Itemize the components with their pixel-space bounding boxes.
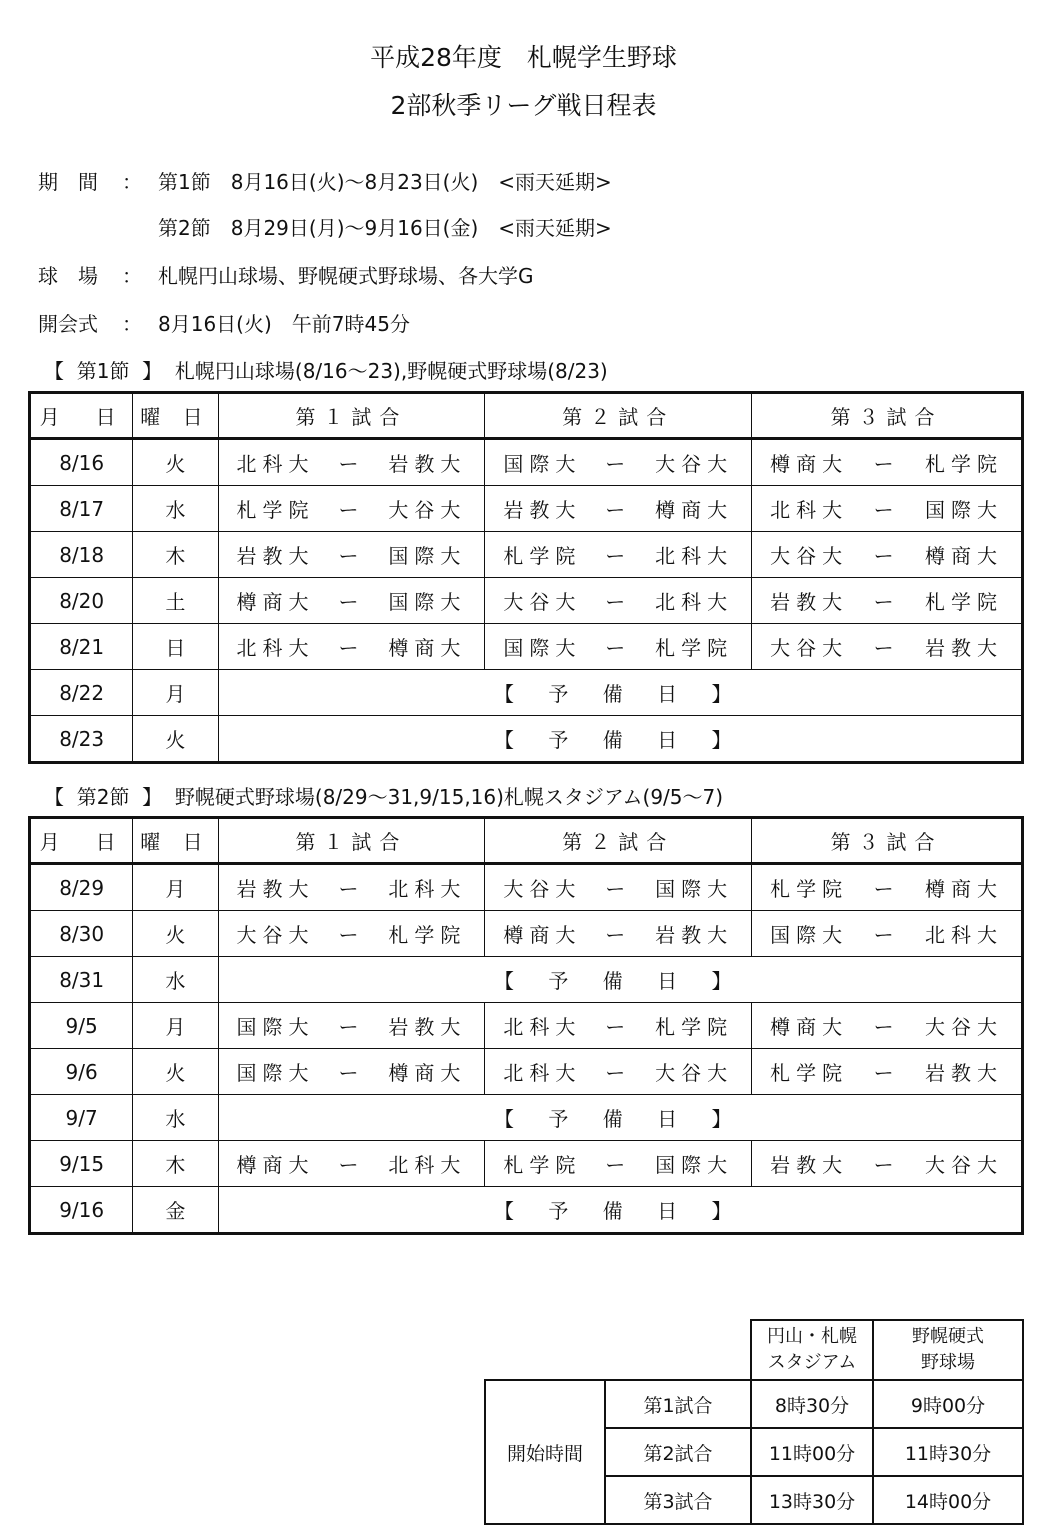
header-day: 曜 日 [133, 818, 218, 864]
team-away: 樽商大 [655, 498, 734, 522]
match-cell [752, 1049, 1023, 1095]
reserve-day-cell: 【 予 備 日 】 [218, 957, 1022, 1003]
table-row [30, 957, 1023, 1003]
matchup [752, 540, 1021, 569]
table-row [30, 578, 1023, 624]
section1-name: 第1節 [76, 359, 130, 383]
versus-dash: ー [873, 923, 900, 947]
matchup [752, 1011, 1021, 1040]
match-cell [218, 486, 485, 532]
day-cell: 火 [133, 439, 218, 486]
table-row [30, 1095, 1023, 1141]
header-game1: 第１試合 [218, 818, 485, 864]
header-date: 月 日 [30, 818, 133, 864]
match-cell [485, 624, 752, 670]
opening-row [38, 308, 410, 337]
match-cell [485, 911, 752, 957]
day-cell: 木 [133, 1141, 218, 1187]
date-cell: 9/6 [30, 1049, 133, 1095]
team-home: 岩教大 [503, 498, 582, 522]
matchup [485, 919, 751, 948]
colon: ： [122, 264, 142, 288]
period-value-1: 第1節 8月16日(火)～8月23日(火) <雨天延期> [158, 170, 612, 194]
match-cell [485, 532, 752, 578]
team-away: 大谷大 [655, 452, 734, 476]
header-game2: 第２試合 [485, 818, 752, 864]
matchup [219, 586, 485, 615]
team-away: 樽商大 [388, 1061, 467, 1085]
section2-name: 第2節 [76, 785, 130, 809]
match-cell [218, 624, 485, 670]
matchup [219, 540, 485, 569]
team-home: 樽商大 [236, 590, 315, 614]
match-cell [218, 911, 485, 957]
team-away: 岩教大 [924, 636, 1003, 660]
match-cell [218, 578, 485, 624]
times-col-maruyama: 円山・札幌 スタジアム [751, 1320, 873, 1380]
header-game1: 第１試合 [218, 393, 485, 439]
table-row [30, 864, 1023, 911]
versus-dash: ー [873, 1061, 900, 1085]
period-row-1 [38, 166, 612, 195]
table-row [30, 624, 1023, 670]
reserve-day-cell: 【 予 備 日 】 [218, 670, 1022, 716]
match-cell [752, 1141, 1023, 1187]
team-away: 岩教大 [655, 923, 734, 947]
section2-venues: 野幌硬式野球場(8/29～31,9/15,16)札幌スタジアム(9/5～7) [174, 785, 724, 809]
team-away: 北科大 [388, 1153, 467, 1177]
versus-dash: ー [338, 498, 365, 522]
team-home: 札学院 [770, 877, 849, 901]
versus-dash: ー [605, 1061, 632, 1085]
date-cell: 9/16 [30, 1187, 133, 1234]
matchup [485, 632, 751, 661]
day-cell: 日 [133, 624, 218, 670]
team-home: 北科大 [236, 636, 315, 660]
date-cell: 8/21 [30, 624, 133, 670]
bracket-close: 】 [142, 359, 163, 383]
team-home: 大谷大 [236, 923, 315, 947]
date-cell: 8/30 [30, 911, 133, 957]
date-cell: 8/23 [30, 716, 133, 763]
colon: ： [122, 170, 142, 194]
table-row [30, 716, 1023, 763]
table-row [30, 1003, 1023, 1049]
header-game3: 第３試合 [752, 393, 1023, 439]
match-cell [485, 1003, 752, 1049]
schedule-table-section2 [28, 816, 1024, 1235]
opening-value: 8月16日(火) 午前7時45分 [158, 312, 410, 336]
colon: ： [122, 312, 142, 336]
matchup [219, 1057, 485, 1086]
team-away: 国際大 [655, 1153, 734, 1177]
table-header-row [30, 393, 1023, 439]
team-home: 札学院 [236, 498, 315, 522]
versus-dash: ー [338, 1061, 365, 1085]
match-cell [218, 1003, 485, 1049]
versus-dash: ー [605, 452, 632, 476]
matchup [752, 632, 1021, 661]
section2-heading [44, 781, 723, 810]
page-subtitle: 2部秋季リーグ戦日程表 [390, 91, 657, 120]
team-home: 国際大 [770, 923, 849, 947]
match-cell [485, 864, 752, 911]
team-away: 樽商大 [924, 544, 1003, 568]
versus-dash: ー [338, 544, 365, 568]
matchup [485, 448, 751, 477]
versus-dash: ー [338, 1015, 365, 1039]
team-home: 国際大 [236, 1015, 315, 1039]
versus-dash: ー [338, 1153, 365, 1177]
opening-label: 開会式 [38, 312, 98, 336]
versus-dash: ー [873, 590, 900, 614]
team-away: 札学院 [655, 1015, 734, 1039]
versus-dash: ー [605, 1015, 632, 1039]
match-cell [485, 578, 752, 624]
table-row [30, 1049, 1023, 1095]
team-away: 札学院 [924, 452, 1003, 476]
match-cell [218, 439, 485, 486]
day-cell: 火 [133, 911, 218, 957]
period-value-2: 第2節 8月29日(月)～9月16日(金) <雨天延期> [158, 216, 612, 240]
match-cell [752, 864, 1023, 911]
versus-dash: ー [605, 636, 632, 660]
match-cell [485, 1141, 752, 1187]
date-cell: 8/31 [30, 957, 133, 1003]
times-game-label: 第2試合 [605, 1428, 751, 1476]
day-cell: 水 [133, 957, 218, 1003]
team-away: 北科大 [924, 923, 1003, 947]
section1-heading [44, 355, 608, 384]
versus-dash: ー [873, 498, 900, 522]
matchup [485, 540, 751, 569]
times-value: 13時30分 [751, 1476, 873, 1524]
times-value: 11時30分 [873, 1428, 1023, 1476]
match-cell [218, 864, 485, 911]
match-cell [752, 1003, 1023, 1049]
reserve-day-cell: 【 予 備 日 】 [218, 716, 1022, 763]
date-cell: 8/29 [30, 864, 133, 911]
matchup [485, 1057, 751, 1086]
times-game-label: 第3試合 [605, 1476, 751, 1524]
versus-dash: ー [873, 877, 900, 901]
header-day: 曜 日 [133, 393, 218, 439]
page-title: 平成28年度 札幌学生野球 [370, 43, 677, 72]
versus-dash: ー [605, 544, 632, 568]
team-home: 大谷大 [503, 877, 582, 901]
team-away: 札学院 [388, 923, 467, 947]
versus-dash: ー [338, 636, 365, 660]
header-game2: 第２試合 [485, 393, 752, 439]
venue-row [38, 260, 534, 289]
header-game3: 第３試合 [752, 818, 1023, 864]
day-cell: 月 [133, 864, 218, 911]
day-cell: 土 [133, 578, 218, 624]
header-date: 月 日 [30, 393, 133, 439]
team-away: 大谷大 [655, 1061, 734, 1085]
table-row [30, 1187, 1023, 1234]
versus-dash: ー [873, 636, 900, 660]
versus-dash: ー [605, 1153, 632, 1177]
team-home: 樽商大 [503, 923, 582, 947]
team-home: 樽商大 [236, 1153, 315, 1177]
date-cell: 8/16 [30, 439, 133, 486]
team-home: 岩教大 [770, 590, 849, 614]
versus-dash: ー [605, 877, 632, 901]
versus-dash: ー [873, 544, 900, 568]
times-game-label: 第1試合 [605, 1380, 751, 1428]
matchup [485, 1149, 751, 1178]
match-cell [752, 911, 1023, 957]
team-away: 札学院 [655, 636, 734, 660]
matchup [752, 873, 1021, 902]
team-home: 大谷大 [770, 544, 849, 568]
period-row-2 [158, 212, 612, 241]
team-home: 北科大 [503, 1061, 582, 1085]
table-header-row [30, 818, 1023, 864]
start-times-table [484, 1319, 1024, 1525]
team-away: 国際大 [388, 590, 467, 614]
date-cell: 9/15 [30, 1141, 133, 1187]
matchup [485, 1011, 751, 1040]
team-away: 大谷大 [924, 1015, 1003, 1039]
team-away: 岩教大 [388, 1015, 467, 1039]
matchup [219, 1149, 485, 1178]
venue-value: 札幌円山球場、野幌硬式野球場、各大学G [158, 264, 534, 288]
matchup [752, 494, 1021, 523]
versus-dash: ー [338, 452, 365, 476]
date-cell: 9/7 [30, 1095, 133, 1141]
team-away: 国際大 [924, 498, 1003, 522]
team-away: 大谷大 [924, 1153, 1003, 1177]
team-home: 札学院 [770, 1061, 849, 1085]
team-home: 大谷大 [503, 590, 582, 614]
versus-dash: ー [338, 923, 365, 947]
matchup [219, 919, 485, 948]
table-row [30, 532, 1023, 578]
matchup [485, 494, 751, 523]
team-away: 樽商大 [388, 636, 467, 660]
bracket-close: 】 [142, 785, 163, 809]
times-value: 8時30分 [751, 1380, 873, 1428]
team-home: 札学院 [503, 544, 582, 568]
versus-dash: ー [338, 590, 365, 614]
date-cell: 8/20 [30, 578, 133, 624]
team-away: 岩教大 [924, 1061, 1003, 1085]
start-time-label: 開始時間 [485, 1380, 605, 1524]
versus-dash: ー [605, 498, 632, 522]
team-home: 岩教大 [236, 544, 315, 568]
matchup [752, 448, 1021, 477]
date-cell: 8/17 [30, 486, 133, 532]
matchup [219, 873, 485, 902]
team-home: 札学院 [503, 1153, 582, 1177]
match-cell [218, 1141, 485, 1187]
reserve-day-cell: 【 予 備 日 】 [218, 1187, 1022, 1234]
day-cell: 月 [133, 670, 218, 716]
day-cell: 水 [133, 1095, 218, 1141]
schedule-table-section1 [28, 391, 1024, 764]
team-away: 岩教大 [388, 452, 467, 476]
team-away: 樽商大 [924, 877, 1003, 901]
match-cell [752, 439, 1023, 486]
match-cell [485, 486, 752, 532]
day-cell: 月 [133, 1003, 218, 1049]
team-home: 北科大 [236, 452, 315, 476]
section1-venues: 札幌円山球場(8/16～23),野幌硬式野球場(8/23) [174, 359, 608, 383]
match-cell [218, 1049, 485, 1095]
matchup [219, 1011, 485, 1040]
day-cell: 火 [133, 1049, 218, 1095]
team-home: 北科大 [503, 1015, 582, 1039]
team-home: 樽商大 [770, 452, 849, 476]
matchup [485, 586, 751, 615]
match-cell [752, 532, 1023, 578]
match-cell [752, 486, 1023, 532]
team-home: 大谷大 [770, 636, 849, 660]
table-row [30, 1141, 1023, 1187]
times-value: 9時00分 [873, 1380, 1023, 1428]
match-cell [485, 439, 752, 486]
bracket-open: 【 [44, 785, 64, 809]
matchup [752, 919, 1021, 948]
day-cell: 火 [133, 716, 218, 763]
matchup [752, 586, 1021, 615]
team-away: 大谷大 [388, 498, 467, 522]
versus-dash: ー [605, 590, 632, 614]
versus-dash: ー [873, 1015, 900, 1039]
matchup [219, 632, 485, 661]
versus-dash: ー [873, 1153, 900, 1177]
match-cell [218, 532, 485, 578]
day-cell: 木 [133, 532, 218, 578]
period-label: 期 間 [38, 170, 98, 194]
times-value: 14時00分 [873, 1476, 1023, 1524]
times-value: 11時00分 [751, 1428, 873, 1476]
team-away: 北科大 [655, 590, 734, 614]
match-cell [485, 1049, 752, 1095]
day-cell: 水 [133, 486, 218, 532]
team-home: 岩教大 [236, 877, 315, 901]
versus-dash: ー [338, 877, 365, 901]
reserve-day-cell: 【 予 備 日 】 [218, 1095, 1022, 1141]
date-cell: 8/22 [30, 670, 133, 716]
times-col-nopporo: 野幌硬式 野球場 [873, 1320, 1023, 1380]
team-away: 北科大 [388, 877, 467, 901]
matchup [752, 1057, 1021, 1086]
date-cell: 8/18 [30, 532, 133, 578]
team-home: 国際大 [503, 636, 582, 660]
match-cell [752, 624, 1023, 670]
bracket-open: 【 [44, 359, 64, 383]
date-cell: 9/5 [30, 1003, 133, 1049]
table-row [30, 911, 1023, 957]
versus-dash: ー [605, 923, 632, 947]
team-home: 北科大 [770, 498, 849, 522]
day-cell: 金 [133, 1187, 218, 1234]
table-row [30, 670, 1023, 716]
team-away: 国際大 [655, 877, 734, 901]
table-row [30, 439, 1023, 486]
matchup [219, 494, 485, 523]
matchup [219, 448, 485, 477]
venue-label: 球 場 [38, 264, 98, 288]
matchup [752, 1149, 1021, 1178]
matchup [485, 873, 751, 902]
team-home: 岩教大 [770, 1153, 849, 1177]
team-home: 国際大 [503, 452, 582, 476]
table-row [30, 486, 1023, 532]
team-away: 国際大 [388, 544, 467, 568]
team-away: 北科大 [655, 544, 734, 568]
versus-dash: ー [873, 452, 900, 476]
team-home: 国際大 [236, 1061, 315, 1085]
match-cell [752, 578, 1023, 624]
team-home: 樽商大 [770, 1015, 849, 1039]
team-away: 札学院 [924, 590, 1003, 614]
